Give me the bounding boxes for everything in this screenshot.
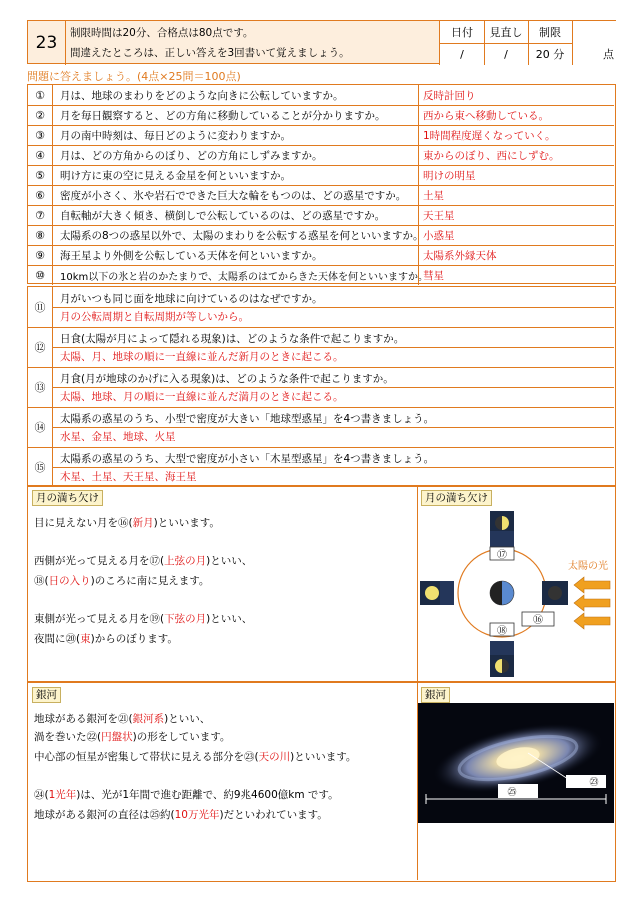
question-row (28, 265, 614, 285)
galaxy-diagram-tag: 銀河 (421, 687, 450, 703)
answer-text: 西から東へ移動している。 (418, 105, 619, 125)
question-number: ⑥ (28, 185, 53, 205)
answer-text: 明けの明星 (418, 165, 619, 185)
question-number: ⑪ (28, 287, 53, 327)
answer-last-quarter: 下弦の月 (164, 613, 207, 625)
answer-text: 小惑星 (418, 225, 619, 245)
moon-bottom (490, 641, 514, 677)
question-text: 月の南中時刻は、毎日どのように変わりますか。 (60, 130, 291, 142)
question-row (28, 145, 614, 166)
moon-top (490, 511, 514, 547)
limit-header: 制限 (539, 26, 561, 39)
moon-section-tag: 月の満ち欠け (32, 490, 103, 506)
answer-text: 東からのぼり、西にしずむ。 (418, 145, 619, 165)
question-number: ④ (28, 145, 53, 165)
galaxy-sentence-2: 渦を巻いた㉒(円盤状)の形をしています。 (34, 731, 231, 743)
answer-diameter: 10万光年 (174, 809, 220, 821)
moon-sentence-3: ⑱(日の入り)のころに南に見えます。 (34, 575, 210, 587)
instructions: 問題に答えましょう。(4点×25問＝100点) (27, 70, 241, 83)
moon-diagram-tag: 月の満ち欠け (421, 490, 492, 506)
question-text: 月は、地球のまわりをどのような向きに公転していますか。 (60, 90, 344, 102)
header-box (27, 20, 616, 64)
sunlight-label: 太陽の光 (568, 561, 608, 572)
answer-text: 反時計回り (418, 85, 619, 105)
question-row (28, 85, 614, 106)
question-text: 太陽系の8つの惑星以外で、太陽のまわりを公転する惑星を何といいますか。 (60, 230, 424, 242)
label-18: ⑱ (497, 626, 507, 637)
question-text: 自転軸が大きく傾き、横倒しで公転しているのは、どの惑星ですか。 (60, 210, 386, 222)
answer-disk-shape: 円盤状 (101, 731, 133, 743)
question-number: ⑨ (28, 245, 53, 265)
question-row (28, 185, 614, 206)
answer-text: 木星、土星、天王星、海王星 (60, 471, 197, 483)
question-row (28, 287, 614, 328)
question-row (28, 245, 614, 266)
question-row (28, 447, 614, 487)
question-number: ⑧ (28, 225, 53, 245)
answer-text: 天王星 (418, 205, 619, 225)
question-number: ③ (28, 125, 53, 145)
date-slash: / (460, 47, 464, 61)
question-row (28, 327, 614, 368)
question-text: 月を毎日観察すると、どの方角に移動していることが分かりますか。 (60, 110, 386, 122)
answer-text: 水星、金星、地球、火星 (60, 431, 176, 443)
answer-text: 太陽、地球、月の順に一直線に並んだ満月のときに起こる。 (60, 391, 344, 403)
answer-text: 太陽、月、地球の順に一直線に並んだ新月のときに起こる。 (60, 351, 344, 363)
question-number: ⑩ (28, 265, 53, 285)
moon-left (420, 581, 454, 605)
question-text: 月食(月が地球のかげに入る現象)は、どのような条件で起こりますか。 (60, 373, 394, 385)
short-questions-table (27, 84, 616, 284)
question-text: 太陽系の惑星のうち、小型で密度が大きい「地球型惑星」を4つ書きましょう。 (60, 413, 435, 425)
answer-east: 東 (80, 633, 91, 645)
answer-text: 月の公転周期と自転周期が等しいから。 (60, 311, 249, 323)
answer-milky-way: 天の川 (258, 751, 291, 763)
question-text: 太陽系の惑星のうち、大型で密度が小さい「木星型惑星」を4つ書きましょう。 (60, 453, 435, 465)
label-17: ⑰ (497, 550, 507, 561)
moon-sentence-5: 夜間に⑳(東)からのぼります。 (34, 633, 178, 645)
score-table (439, 21, 617, 65)
answer-text: 彗星 (418, 265, 619, 285)
question-number: ⑦ (28, 205, 53, 225)
question-row (28, 205, 614, 226)
answer-light-year: 1光年 (48, 789, 77, 801)
question-number: ⑭ (28, 407, 53, 447)
question-text: 10km以下の氷と岩のかたまりで、太陽系のはてからきた天体を何といいますか。 (60, 272, 429, 283)
galaxy-sentence-5: 地球がある銀河の直径は㉕約(10万光年)だといわれています。 (34, 809, 328, 821)
question-text: 日食(太陽が月によって隠れる現象)は、どのような条件で起こりますか。 (60, 333, 405, 345)
answer-new-moon: 新月 (132, 517, 154, 529)
question-text: 月がいつも同じ面を地球に向けているのはなぜですか。 (60, 293, 323, 305)
question-text: 密度が小さく、氷や岩石でできた巨大な輪をもつのは、どの惑星ですか。 (60, 190, 407, 202)
question-row (28, 407, 614, 448)
moon-right (542, 581, 568, 605)
question-number: ① (28, 85, 53, 105)
question-number: ⑫ (28, 327, 53, 367)
question-number: ⑤ (28, 165, 53, 185)
moon-sentence-1: 目に見えない月を⑯(新月)といいます。 (34, 517, 220, 529)
question-row (28, 105, 614, 126)
answer-first-quarter: 上弦の月 (164, 555, 207, 567)
question-number: ⑮ (28, 447, 53, 487)
question-row (28, 367, 614, 408)
label-16: ⑯ (533, 615, 543, 626)
answer-sunset: 日の入り (48, 575, 91, 587)
question-number: ② (28, 105, 53, 125)
answer-text: 土星 (418, 185, 619, 205)
review-slash: / (504, 47, 508, 61)
date-header: 日付 (451, 26, 473, 39)
question-number: ⑬ (28, 367, 53, 407)
moon-phases-section (27, 486, 616, 682)
galaxy-sentence-4: ㉔(1光年)は、光が1年間で進む距離で、約9兆4600億km です。 (34, 789, 339, 801)
question-text: 明け方に東の空に見える金星を何といいますか。 (60, 170, 291, 182)
header-instructions (70, 23, 430, 63)
moon-phase-diagram (418, 507, 614, 679)
long-questions-table (27, 286, 616, 486)
worksheet-number: 23 (28, 21, 66, 65)
time-limit-text: 制限時間は20分、合格点は80点です。 (70, 27, 254, 39)
question-row (28, 165, 614, 186)
galaxy-section (27, 682, 616, 882)
question-row (28, 125, 614, 146)
moon-sentence-2: 西側が光って見える月を⑰(上弦の月)といい、 (34, 555, 253, 567)
answer-milky-way-galaxy: 銀河系 (132, 713, 165, 725)
question-row (28, 225, 614, 246)
limit-value: 20 分 (535, 48, 565, 61)
galaxy-image (418, 703, 614, 823)
question-text: 月は、どの方角からのぼり、どの方角にしずみますか。 (60, 150, 323, 162)
galaxy-section-tag: 銀河 (32, 687, 61, 703)
question-text: 海王星より外側を公転している天体を何といいますか。 (60, 250, 323, 262)
label-23: ㉓ (589, 778, 599, 788)
galaxy-sentence-3: 中心部の恒星が密集して帯状に見える部分を㉓(天の川)といいます。 (34, 751, 357, 763)
review-instruction-text: 間違えたところは、正しい答えを3回書いて覚えましょう。 (70, 47, 350, 59)
score-unit: 点 (603, 48, 614, 61)
answer-text: 1時間程度遅くなっていく。 (418, 125, 619, 145)
review-header: 見直し (489, 26, 523, 39)
answer-text: 太陽系外縁天体 (418, 245, 619, 265)
moon-sentence-4: 東側が光って見える月を⑲(下弦の月)といい、 (34, 613, 253, 625)
label-25: ㉕ (507, 788, 517, 798)
galaxy-sentence-1: 地球がある銀河を㉑(銀河系)といい、 (34, 713, 211, 725)
